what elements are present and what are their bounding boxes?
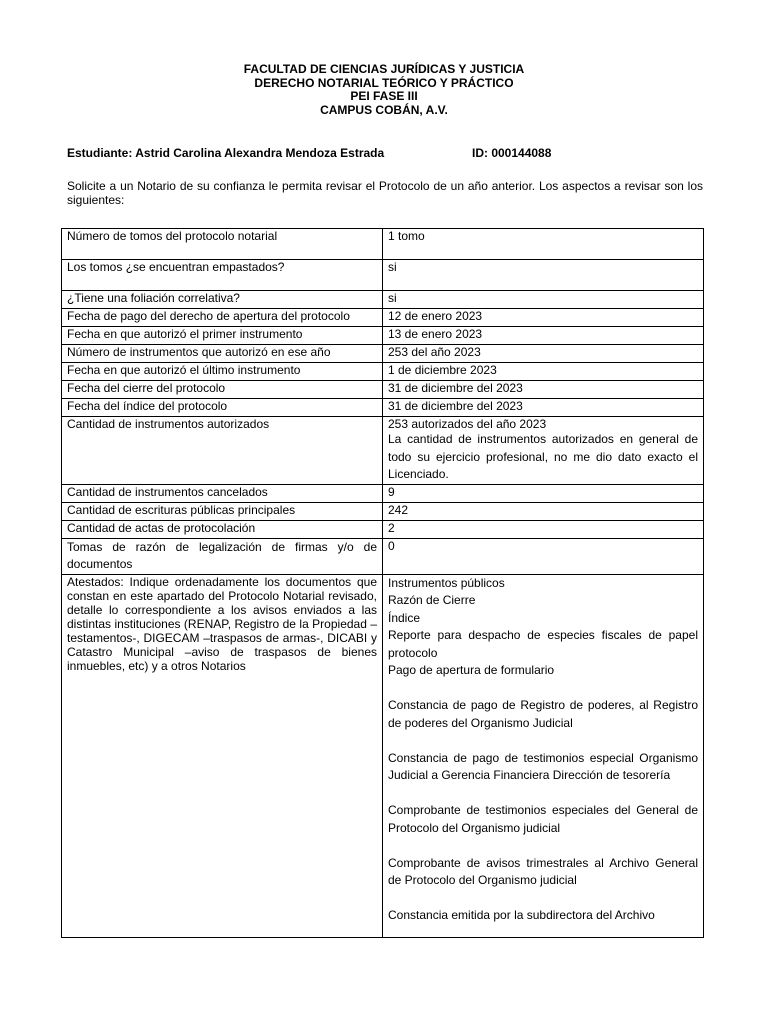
spacer <box>388 680 698 698</box>
table-row <box>62 484 704 502</box>
row-label: Tomas de razón de legalización de firmas y/o de documentos <box>62 538 383 574</box>
row-value: 31 de diciembre del 2023 <box>383 399 704 417</box>
attestation-item: Comprobante de avisos trimestrales al Archivo General de Protocolo del Organismo judicial <box>388 855 698 887</box>
table-row <box>62 327 704 345</box>
row-value: 9 <box>383 484 704 502</box>
student-line <box>67 146 707 160</box>
row-note: La cantidad de instrumentos autorizados en general de todo su ejercicio profesional, no me dio dato exacto el Licenciado. <box>388 432 698 481</box>
instructions-paragraph: Solicite a un Notario de su confianza le permita revisar el Protocolo de un año anterior. Los aspectos a revisar son los siguientes: <box>67 179 703 207</box>
attestation-item: Constancia de pago de Registro de poderes, al Registro de poderes del Organismo Judicial <box>388 698 698 730</box>
table-row <box>62 229 704 260</box>
table-row <box>62 291 704 309</box>
table-row <box>62 417 704 485</box>
row-label: Cantidad de instrumentos autorizados <box>62 417 383 485</box>
attestation-item: Razón de Cierre <box>388 593 476 607</box>
table-row <box>62 520 704 538</box>
attestations-row <box>62 574 704 937</box>
spacer <box>388 785 698 803</box>
row-label: Cantidad de escrituras públicas principales <box>62 502 383 520</box>
attestation-item: Índice <box>388 610 421 625</box>
student-id: ID: 000144088 <box>472 146 552 160</box>
campus-title: CAMPUS COBÁN, A.V. <box>320 102 448 117</box>
row-label: Cantidad de actas de protocolación <box>62 520 383 538</box>
row-label: Fecha de pago del derecho de apertura del protocolo <box>62 309 383 327</box>
row-label: Número de tomos del protocolo notarial <box>62 229 383 260</box>
row-label: Fecha del índice del protocolo <box>62 399 383 417</box>
row-value: 253 autorizados del año 2023 <box>388 417 547 431</box>
attestations-label: Atestados: Indique ordenadamente los documentos que constan en este apartado del Protocolo Notarial revisado, detalle lo correspondiente a los avisos enviados a las distintas instituciones (RENAP, Registro de la Propiedad –testamentos-, DIGECAM –traspasos de armas-, DICABI y Catastro Municipal –aviso de traspasos de bienes inmuebles, etc) y a otros Notarios <box>62 574 383 937</box>
row-label: Cantidad de instrumentos cancelados <box>62 484 383 502</box>
table-row <box>62 363 704 381</box>
row-value: 12 de enero 2023 <box>383 309 704 327</box>
row-label: Fecha del cierre del protocolo <box>62 381 383 399</box>
phase-title: PEI FASE III <box>350 89 418 103</box>
table-row <box>62 381 704 399</box>
row-value: 242 <box>383 502 704 520</box>
attestations-list <box>383 574 704 937</box>
row-label: Número de instrumentos que autorizó en ese año <box>62 345 383 363</box>
attestation-item: Reporte para despacho de especies fiscales de papel protocolo <box>388 628 698 660</box>
row-label: Fecha en que autorizó el primer instrumento <box>62 327 383 345</box>
attestation-item: Instrumentos públicos <box>388 575 505 590</box>
spacer <box>388 890 698 908</box>
table-row <box>62 345 704 363</box>
table-row <box>62 309 704 327</box>
attestation-item: Pago de apertura de formulario <box>388 663 555 677</box>
row-label: Los tomos ¿se encuentran empastados? <box>62 260 383 291</box>
row-value: si <box>383 260 704 291</box>
row-value: si <box>383 291 704 309</box>
attestation-item: Comprobante de testimonios especiales del General de Protocolo del Organismo judicial <box>388 803 698 835</box>
row-value: 1 de diciembre 2023 <box>383 363 704 381</box>
spacer <box>388 837 698 855</box>
table-row <box>62 399 704 417</box>
row-value: 1 tomo <box>383 229 704 260</box>
row-value: 31 de diciembre del 2023 <box>383 381 704 399</box>
row-label: ¿Tiene una foliación correlativa? <box>62 291 383 309</box>
table-row <box>62 502 704 520</box>
table-row <box>62 260 704 291</box>
protocol-review-table <box>61 228 704 938</box>
table-row <box>62 538 704 574</box>
row-value: 253 del año 2023 <box>383 345 704 363</box>
row-value: 2 <box>383 520 704 538</box>
student-name: Estudiante: Astrid Carolina Alexandra Mendoza Estrada <box>67 146 385 160</box>
attestation-item: Constancia emitida por la subdirectora del Archivo <box>388 908 655 922</box>
course-title: DERECHO NOTARIAL TEÓRICO Y PRÁCTICO <box>254 75 514 90</box>
spacer <box>388 732 698 750</box>
row-value-cell <box>383 417 704 485</box>
row-label: Fecha en que autorizó el último instrumento <box>62 363 383 381</box>
document-header <box>0 63 768 117</box>
faculty-title: FACULTAD DE CIENCIAS JURÍDICAS Y JUSTICIA <box>243 62 525 76</box>
attestation-item: Constancia de pago de testimonios especial Organismo Judicial a Gerencia Financiera Dirección de tesorería <box>388 750 698 782</box>
row-value: 0 <box>383 538 704 574</box>
row-value: 13 de enero 2023 <box>383 327 704 345</box>
